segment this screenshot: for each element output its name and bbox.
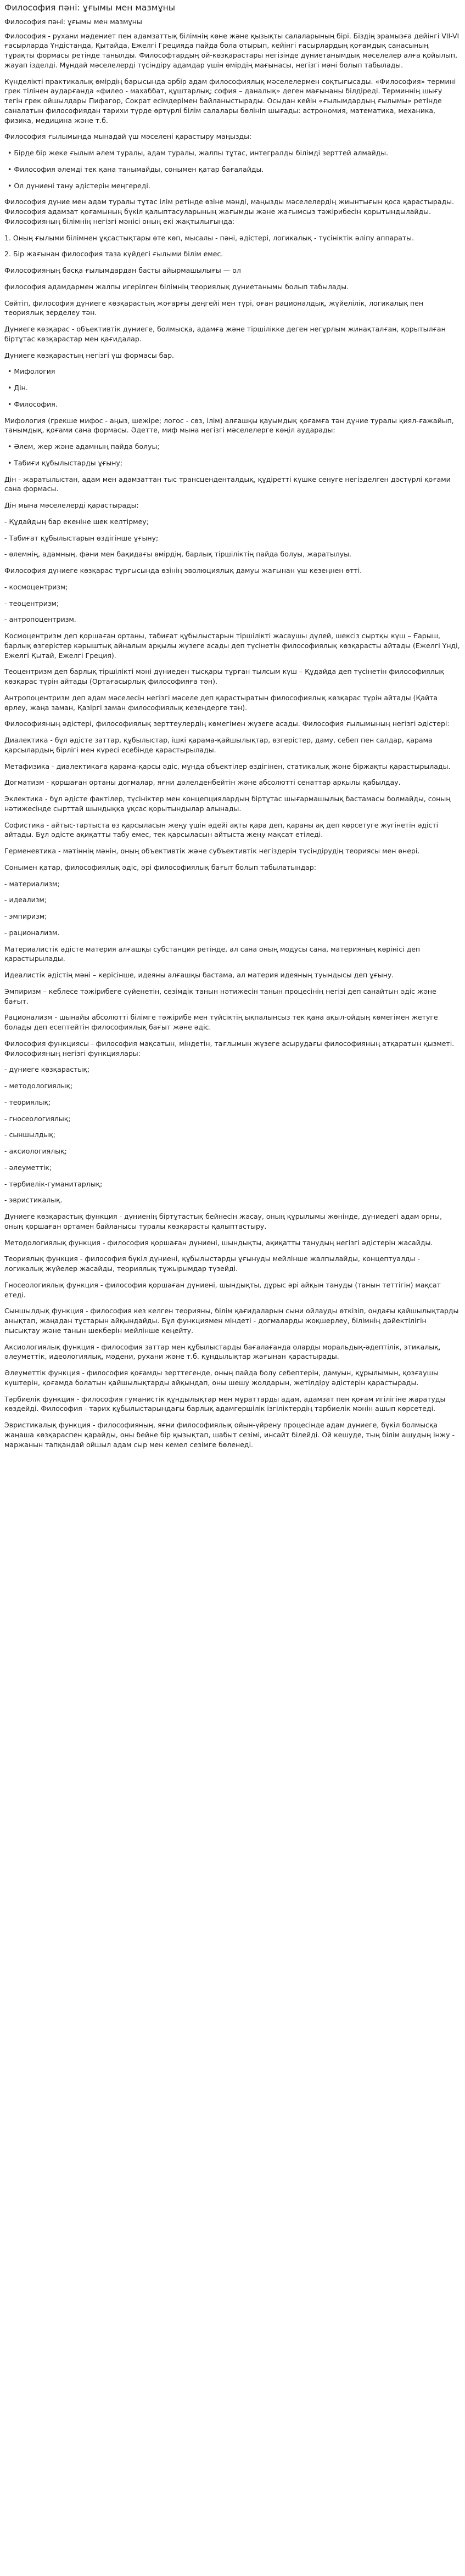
subtitle: Философия пәні: ұғымы мен мазмұны — [4, 17, 142, 26]
list-item: • Мифология — [8, 367, 55, 376]
paragraph: Антропоцентризм деп адам мәселесін негізгі мәселе деп қарастыратын философиялық көзқарас түрін айтады (Қайта өрлеу, жаңа заман, Қазіргі заман философиялық кезеңдерге тән). — [4, 693, 438, 712]
paragraph: Философия - рухани мәдениет пен адамзаттық білімнің көне және қызықты салаларының бірі. Біздің эрамызға дейінгі VII-VI ғасырларда Үндістанда, Қытайда, Ежелгі Грецияда пайда бола отырып, кейінгі ғасырлардың қоғамдық санасының тұрақты формасы ретінде танылды. Философтардың ой-көзқарастары негізінде дүниетанымдық мәселелер алға қойылып, жауап ізделді. Мұндай мәселелерді түсіндіру адамдар үшін өмірдің мағынасы, негізгі мәні болып табылады. — [4, 31, 460, 69]
paragraph: Философия ғылымында мынадай үш мәселені қарастыру маңызды: — [4, 132, 252, 141]
paragraph: Догматизм - қоршаған ортаны догмалар, яғни дәлелденбейтін және абсолютті сенаттар арқылы қабылдау. — [4, 778, 401, 787]
paragraph: - гносеологиялық; — [4, 1114, 71, 1123]
paragraph: Философияның әдістері, философиялық зерттеулердің көмегімен жүзеге асады. Философия ғылымының негізгі әдістері: — [4, 719, 450, 728]
paragraph: Сонымен қатар, философиялық әдіс, әрі философиялық бағыт болып табылатындар: — [4, 863, 316, 871]
paragraph: Рационализм - шынайы абсолютті білімге тәжірибе мен түйсіктің ықпалынсыз тек қана ақыл-ойдың көмегімен жетуге болады деп есептейтін философиялық бағыт және әдіс. — [4, 1013, 438, 1032]
paragraph: - антропоцентризм. — [4, 615, 76, 624]
paragraph: Теориялық функция - философия бүкіл дүниені, құбылыстарды ұғынуды мейлінше жалпылайды, концептуалды - логикалық жүйелер жасайды, теориялық тұжырымдар түзейді. — [4, 1255, 420, 1273]
paragraph: Философия дүниеге көзқарас тұрғысында өзінің эволюциялық дамуы жағынан үш кезеңнен өтті. — [4, 566, 362, 575]
list-item: • Философия әлемді тек қана танымайды, сонымен қатар бағалайды. — [8, 165, 264, 173]
paragraph: Дүниеге көзқарас - объективтік дүниеге, болмысқа, адамға және тіршілікке деген негұрлым жинақталған, қорытылған біртұтас көзқарастар мен қағидалар. — [4, 325, 446, 343]
paragraph: - рационализм. — [4, 928, 60, 937]
list-item: • Дін. — [8, 384, 28, 392]
list-item: • Ол дүниені тану әдістерін меңгереді. — [8, 181, 150, 190]
paragraph: Дін мына мәселелерді қарастырады: — [4, 501, 139, 510]
paragraph: - сыншылдық; — [4, 1130, 55, 1139]
list-item: • Бірде бір жеке ғылым әлем туралы, адам туралы, жалпы тұтас, интегралды білімді зерттей алмайды. — [8, 149, 389, 158]
paragraph: Метафизика - диалектикаға қарама-қарсы әдіс, мұнда объектілер өздігінен, статикалық және біржақты қарастырылады. — [4, 762, 451, 770]
document-body — [4, 31, 461, 1450]
paragraph: философия адамдармен жалпы игерілген білімнің теориялық дүниетанымы болып табылады. — [4, 282, 349, 291]
paragraph: Дүниеге көзқарастың негізгі үш формасы бар. — [4, 351, 175, 359]
paragraph: Идеалистік әдістің мәні – керісінше, идеяны алғашқы бастама, ал материя идеяның туындысы деп ұғыну. — [4, 971, 394, 980]
paragraph: Космоцентризм деп қоршаған ортаны, табиғат құбылыстарын тіршілікті жасаушы дүлей, шексіз сыртқы күш – Ғарыш, барлық өзгерістер кәрыштық айналым арқылы жүзеге асады деп түсінетін философиялық көзқарасты айтады (Ежелгі Үнді, Ежелгі Қытай, Ежелгі Греция). — [4, 632, 460, 660]
list-item: • Әлем, жер және адамның пайда болуы; — [8, 442, 160, 451]
paragraph: - материализм; — [4, 879, 60, 888]
paragraph: - өлемнің, адамның, фәни мен бақидағы өмірдің, барлық тіршіліктің пайда болуы, жаратылуы. — [4, 550, 351, 559]
paragraph: 1. Оның ғылыми білімнен ұқсастықтары өте көп, мысалы - пәні, әдістері, логикалық - түсініктік әліпу аппараты. — [4, 233, 414, 242]
paragraph: 2. Бір жағынан философия таза күйдегі ғылыми білім емес. — [4, 250, 223, 258]
paragraph: - космоцентризм; — [4, 582, 68, 591]
paragraph: Методологиялық функция - философия қоршаған дүниені, шындықты, ақиқатты танудың негізгі әдістерін жасайды. — [4, 1238, 433, 1247]
paragraph: Герменевтика - мәтіннің мәнін, оның объективтік және субъективтік негіздерін түсіндірудің теориясы мен өнері. — [4, 847, 420, 856]
paragraph: Гносеологиялық функция - философия қоршаған дүниені, шындықты, дұрыс әрі айқын тануды (танын теттігін) мақсат етеді. — [4, 1280, 441, 1299]
paragraph: - Табиғат құбылыстарын өздігінше ұғыну; — [4, 533, 159, 542]
paragraph: Философия функциясы - философия мақсатын, міндетін, тағлымын жүзеге асырудағы философияның атқаратын қызметі. Философияның негізгі функциялары: — [4, 1039, 455, 1058]
paragraph: - эмпиризм; — [4, 912, 47, 921]
paragraph: - теориялық; — [4, 1098, 51, 1106]
paragraph: Философия дүние мен адам туралы тұтас ілім ретінде өзіне мәнді, маңызды мәселелердің жиынтығын қоса қарастырады. Философия адамзат қоғамының бүкіл қалыптасуларының жағымды және жағымсыз тәжірибесін қорытындылайды. Философияның білімнің негізгі мәнісі оның екі жақтылығында: — [4, 198, 454, 226]
paragraph: Сыншылдық функция - философия кез келген теорияны, білім қағидаларын сыни ойлауды өткізіп, ондағы қайшылықтарды анықтап, жаңадан тұстарын айқындайды. Бұл функциямен міндеті - догмаларды жоқшерлеу, білімнің дәйектілігін пысықтау және танын шекберін мейлінше кеңейту. — [4, 1307, 459, 1335]
paragraph: - теоцентризм; — [4, 599, 59, 608]
paragraph: Философияның басқа ғылымдардан басты айырмашылығы — ол — [4, 266, 241, 275]
paragraph: Эклектика - бұл әдісте фактілер, түсініктер мен концепциялардың біртұтас шығармашылық бастамасы болмайды, соның нәтижесінде сырттай шындыққа ұқсас қорытындылар алынады. — [4, 795, 451, 813]
paragraph: - тәрбиелік-гуманитарлық; — [4, 1179, 103, 1188]
paragraph: Софистика - айтыс-тартыста өз қарсыласын жеңу үшін әдейі ақты қара деп, қараны ақ деп көрсетуге жүгінетін әдісті айтады. Бұл әдісте ақиқатты табу емес, тек қарсыласын айтыста жеңу мақсат етіледі. — [4, 820, 439, 839]
paragraph: Мифология (грекше мифос - аңыз, шежіре; логос - сөз, ілім) алғашқы қауымдық қоғамға тән дүние туралы қиял-ғажайып, танымдық, қоғами сана формасы. Әдетте, миф мына негізгі мәселелерге көңіл аударады: — [4, 416, 454, 435]
paragraph: Әлеуметтік функция - философия қоғамды зерттегенде, оның пайда болу себептерін, дамуын, құрылымын, қозғаушы күштерін, қоғамда болатын қайшылықтарды айқындап, оны шешу жолдарын, жетілдіру әдістерін қарастырады. — [4, 1369, 439, 1387]
paragraph: Диалектика - бұл әдісте заттар, құбылыстар, ішкі қарама-қайшылықтар, өзгерістер, даму, себеп пен салдар, қарама қарсылардың бірлігі мен күресі есебінде қарастырылады. — [4, 736, 433, 754]
paragraph: Күнделікті практикалық өмірдің барысында әрбір адам философиялық мәселелермен соқтығысады. «Философия» термині грек тілінен аударғанда «филео - махаббат, құштарлық; софия – даналық» деген мағынаны білдіреді. Терминнің шығу тегін грек ойшылдары Пифагор, Сократ есімдерімен байланыстырады. Осыдан кейін «ғылымдардың ғылымы» ретінде саналатын философиядан тарихи түрде өртүрлі білім салалары бөлініп шығады: астрономия, математика, механика, физика, медицина және т.б. — [4, 77, 456, 125]
paragraph: - аксиологиялық; — [4, 1147, 67, 1156]
list-item: • Табиғи құбылыстарды ұғыну; — [8, 458, 122, 467]
paragraph: Дін - жаратылыстан, адам мен адамзаттан тыс трансценденталдық, құдіретті күшке сенуге негізделген дәстүрлі қоғами сана формасы. — [4, 475, 451, 493]
paragraph: Эвристикалық функция - философияның, яғни философиялық ойын-үйрену процесінде адам дүниеге, бүкіл болмысқа жаңаша көзқараспен қарайды, оны бейне бір қызықтап, шабыт сезімі, инсайт білейді. Ой кешуде, тың білім ашудың інжу - маржанын тапқандай ойшыл адам сыр мен кемел сезімге бөленеді. — [4, 1421, 455, 1449]
paragraph: Дүниеге көзқарастық функция - дүниенің біртұтастық бейнесін жасау, оның құрылымы жөнінде, дүниедегі адам орны, оның қоршаған ортамен байланысы туралы көзқарасты қалыптастыру. — [4, 1212, 442, 1230]
paragraph: Тәрбиелік функция - философия гуманистік құндылықтар мен мұраттарды адам, адамзат пен қоғам игілігіне жаратуды көздейді. Философия - тарих құбылыстарындағы барлық адамгершілік ізгіліктердің тәрбиелік мәнін ашып көрсетеді. — [4, 1394, 446, 1413]
page-title: Философия пәні: ұғымы мен мазмұны — [4, 3, 176, 13]
paragraph: - әлеуметтік; — [4, 1163, 52, 1172]
list-item: • Философия. — [8, 400, 58, 408]
paragraph: Сөйтіп, философия дүниеге көзқарастың жоғарғы деңгейі мен түрі, оған рационалдық, жүйелілік, логикалық пен теориялық зерделеу тән. — [4, 299, 424, 317]
paragraph: Теоцентризм деп барлық тіршілікті мәні дүниеден тысқары тұрған тылсым күш – Құдайда деп түсінетін философиялық көзқарас түрін айтады (Ортағасырлық философияға тән). — [4, 667, 445, 686]
paragraph: - методологиялық; — [4, 1082, 73, 1090]
paragraph: Материалистік әдісте материя алғашқы субстанция ретінде, ал сана оның модусы сана, материяның көрінісі деп қарастырылады. — [4, 944, 421, 963]
paragraph: Аксиологиялық функция - философия заттар мен құбылыстарды бағалағанда оларды моральдық-әдептілік, этикалық, әлеуметтік, идеологиялық, мәдени, рухани және т.б. құндылықтар жағынан қарастырады. — [4, 1342, 441, 1361]
paragraph: - дүниеге көзқарастық; — [4, 1065, 90, 1074]
paragraph: Эмпиризм – кеблесе тәжірибеге сүйенетін, сезімдік танын нәтижесін танын процесінің негізі деп санайтын әдіс және бағыт. — [4, 987, 436, 1005]
paragraph: - эвристикалық. — [4, 1196, 63, 1205]
paragraph: - идеализм; — [4, 896, 47, 904]
paragraph: - Құдайдың бар екеніне шек келтірмеу; — [4, 517, 149, 526]
